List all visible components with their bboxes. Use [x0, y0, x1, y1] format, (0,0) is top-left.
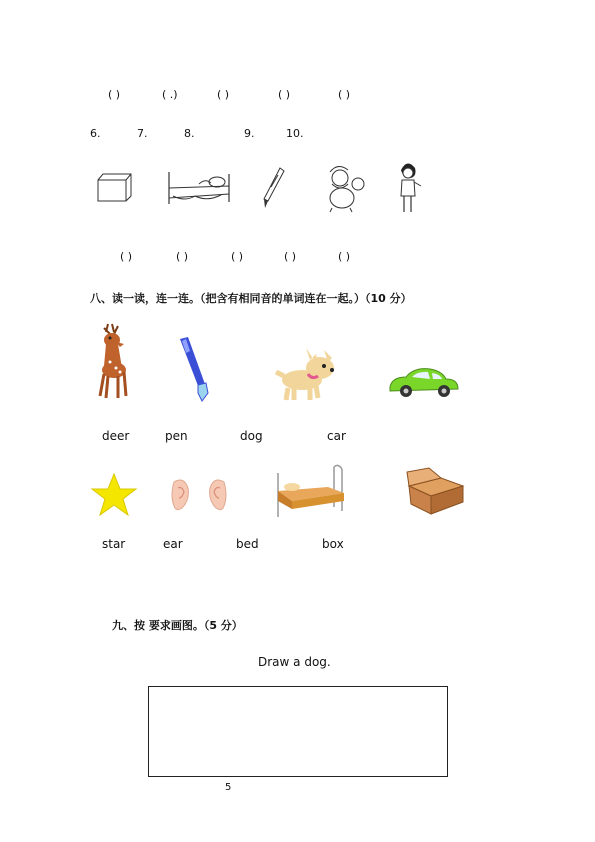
answer-paren-4[interactable]: ( )	[278, 88, 291, 101]
deer-icon[interactable]	[92, 322, 136, 400]
word-dog[interactable]: dog	[240, 429, 263, 443]
answer-paren-6[interactable]: ( )	[120, 250, 133, 263]
pen-outline-icon	[258, 165, 288, 211]
box-outline-icon	[95, 170, 135, 204]
item-number-6: 6.	[90, 127, 101, 140]
car-icon[interactable]	[386, 365, 462, 399]
santa-outline-icon	[318, 160, 368, 214]
answer-paren-5[interactable]: ( )	[338, 88, 351, 101]
box-icon[interactable]	[405, 466, 467, 518]
section-8-title: 八、读一读，连一连。（把含有相同音的单词连在一起。）（10 分）	[90, 292, 412, 305]
word-box[interactable]: box	[322, 537, 344, 551]
word-car[interactable]: car	[327, 429, 346, 443]
word-deer[interactable]: deer	[102, 429, 130, 443]
item-number-10: 10.	[286, 127, 304, 140]
item-number-9: 9.	[244, 127, 255, 140]
answer-paren-8[interactable]: ( )	[231, 250, 244, 263]
item-number-8: 8.	[184, 127, 195, 140]
word-star[interactable]: star	[102, 537, 126, 551]
bed-icon[interactable]	[272, 463, 350, 521]
page-number: 5	[225, 782, 232, 793]
ears-icon[interactable]	[166, 476, 232, 514]
answer-paren-3[interactable]: ( )	[217, 88, 230, 101]
draw-instruction: Draw a dog.	[258, 655, 331, 669]
drawing-box[interactable]	[148, 686, 448, 777]
answer-paren-9[interactable]: ( )	[284, 250, 297, 263]
word-ear[interactable]: ear	[163, 537, 183, 551]
answer-paren-1[interactable]: ( )	[108, 88, 121, 101]
answer-paren-2[interactable]: ( .)	[162, 88, 178, 101]
word-bed[interactable]: bed	[236, 537, 259, 551]
answer-paren-7[interactable]: ( )	[176, 250, 189, 263]
pen-icon[interactable]	[172, 335, 212, 403]
section-9-title: 九、按 要求画图。（5 分）	[112, 619, 243, 632]
word-pen[interactable]: pen	[165, 429, 188, 443]
item-number-7: 7.	[137, 127, 148, 140]
dog-icon[interactable]	[272, 344, 342, 404]
answer-paren-10[interactable]: ( )	[338, 250, 351, 263]
girl-outline-icon	[393, 160, 425, 216]
bed-outline-icon	[165, 168, 233, 208]
star-icon[interactable]	[90, 472, 138, 518]
